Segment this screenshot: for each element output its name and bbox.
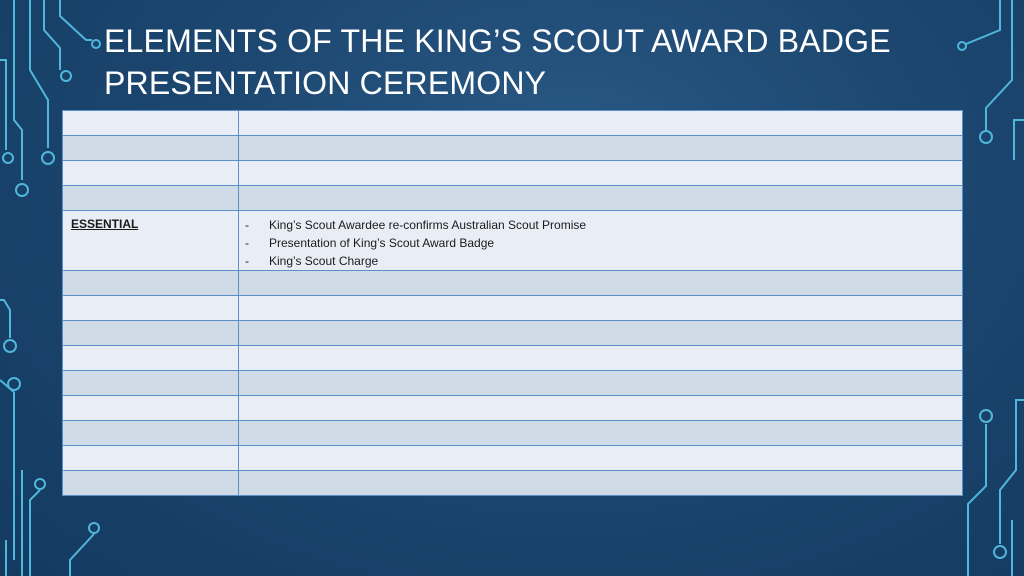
table-cell (63, 271, 239, 296)
table-cell (63, 471, 239, 496)
essential-label: ESSENTIAL (71, 217, 139, 231)
table-row (63, 161, 963, 186)
list-item (239, 234, 962, 252)
essential-label-cell (63, 211, 239, 271)
table-cell (239, 136, 963, 161)
table-cell (239, 186, 963, 211)
essential-item-text: King’s Scout Charge (269, 254, 379, 268)
bullet-dash: - (245, 236, 249, 250)
table-cell (239, 346, 963, 371)
table-row (63, 421, 963, 446)
table-cell (63, 111, 239, 136)
table-cell (239, 296, 963, 321)
title-line-2: PRESENTATION CEREMONY (104, 65, 547, 101)
table-cell (63, 396, 239, 421)
table-cell (63, 371, 239, 396)
table-cell (239, 111, 963, 136)
slide-title (104, 20, 964, 104)
table-row (63, 396, 963, 421)
table-cell (63, 321, 239, 346)
essential-row (63, 211, 963, 271)
table-cell (239, 271, 963, 296)
table-cell (63, 421, 239, 446)
table-row (63, 136, 963, 161)
table-row (63, 471, 963, 496)
essential-items-list (239, 216, 962, 270)
table-cell (239, 321, 963, 346)
table-cell (239, 161, 963, 186)
ceremony-elements-table (62, 110, 963, 496)
table-row (63, 186, 963, 211)
table-cell (63, 136, 239, 161)
essential-item-text: King’s Scout Awardee re-confirms Australian Scout Promise (269, 218, 587, 232)
table-cell (239, 371, 963, 396)
list-item (239, 252, 962, 270)
table-cell (239, 421, 963, 446)
title-line-1: ELEMENTS OF THE KING’S SCOUT AWARD BADGE (104, 23, 891, 59)
table-row (63, 111, 963, 136)
essential-items-cell (239, 211, 963, 271)
table-row (63, 346, 963, 371)
table-cell (239, 471, 963, 496)
table-cell (63, 186, 239, 211)
table-cell (63, 446, 239, 471)
table-row (63, 446, 963, 471)
table-cell (63, 346, 239, 371)
bullet-dash: - (245, 254, 249, 268)
table-cell (63, 161, 239, 186)
table-cell (63, 296, 239, 321)
table-cell (239, 396, 963, 421)
table-row (63, 271, 963, 296)
table-row (63, 321, 963, 346)
table-row (63, 371, 963, 396)
bullet-dash: - (245, 218, 249, 232)
table-cell (239, 446, 963, 471)
list-item (239, 216, 962, 234)
table-row (63, 296, 963, 321)
essential-item-text: Presentation of King’s Scout Award Badge (269, 236, 495, 250)
